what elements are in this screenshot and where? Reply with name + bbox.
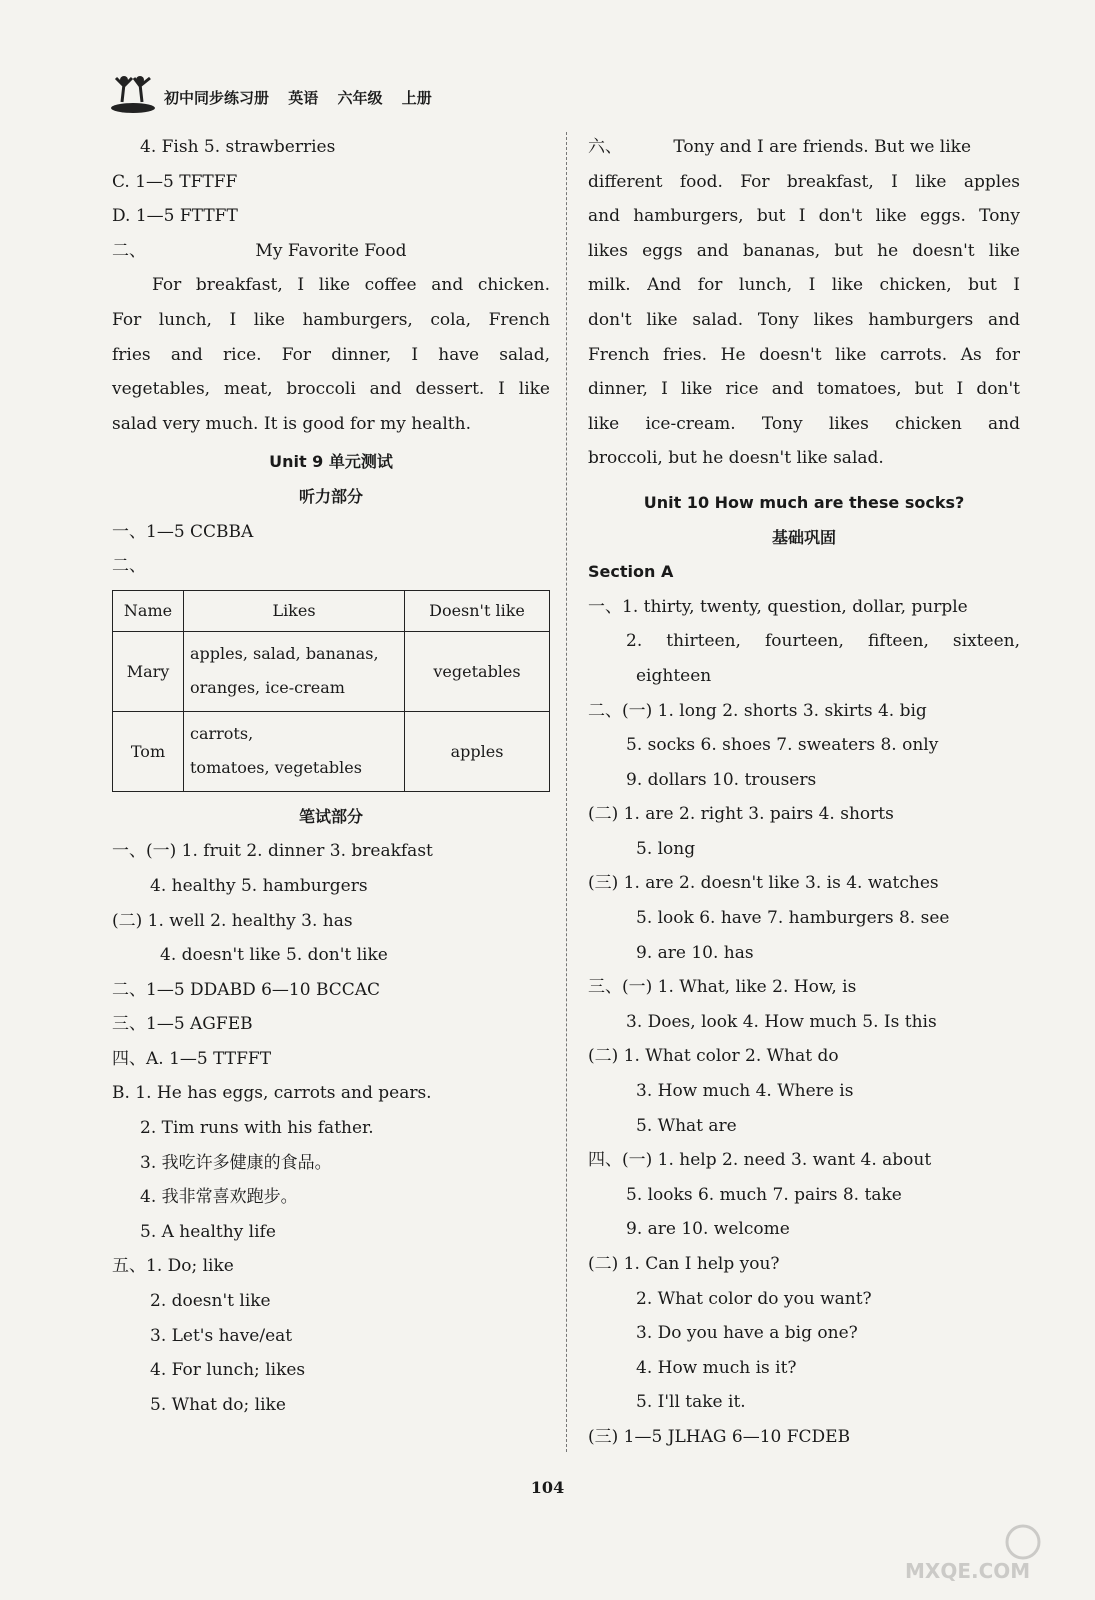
answer-line: 9. are 10. has	[636, 942, 754, 963]
essay-line: For lunch, I like hamburgers, cola, French	[112, 309, 550, 330]
answer-line: 一、1. thirty, twenty, question, dollar, purple	[588, 596, 968, 617]
answer-line: 9. dollars 10. trousers	[626, 769, 817, 790]
page-number: 104	[530, 1478, 565, 1497]
watermark-text: MXQE.COM	[905, 1559, 1031, 1582]
volume: 上册	[401, 89, 432, 107]
answer-line: B. 1. He has eggs, carrots and pears.	[112, 1083, 432, 1104]
passage-line: and hamburgers, but I don't like eggs. Tony	[588, 206, 1020, 227]
listening-heading: 听力部分	[298, 486, 363, 506]
answer-line: (三) 1—5 JLHAG 6—10 FCDEB	[588, 1426, 851, 1447]
answer-line: 二、1—5 DDABD 6—10 BCCAC	[112, 979, 381, 1000]
passage-line: don't like salad. Tony likes hamburgers and	[588, 309, 1020, 330]
answer-line: 5. What do; like	[150, 1394, 286, 1415]
essay-line: fries and rice. For dinner, I have salad,	[112, 344, 550, 365]
passage-line	[588, 130, 1020, 165]
essay-title: My Favorite Food	[255, 240, 407, 261]
answer-line: 4. For lunch; likes	[150, 1360, 306, 1381]
answer-line: 2. thirteen, fourteen, fifteen, sixteen,	[626, 631, 1020, 652]
answer-line: 2. What color do you want?	[636, 1288, 872, 1309]
answer-line: 5. look 6. have 7. hamburgers 8. see	[636, 908, 950, 929]
answer-line: (三) 1. are 2. doesn't like 3. is 4. watches	[588, 873, 939, 894]
table-row	[113, 711, 550, 791]
page-header	[110, 68, 446, 114]
answer-line: 3. 我吃许多健康的食品。	[140, 1152, 332, 1173]
answer-line: 五、1. Do; like	[112, 1256, 234, 1277]
section-number: 六、	[588, 137, 622, 157]
likes-line: tomatoes, vegetables	[190, 758, 362, 778]
answer-line: 三、1—5 AGFEB	[112, 1014, 253, 1035]
answer-line: 5. I'll take it.	[636, 1392, 746, 1413]
table-row	[113, 631, 550, 711]
table-header: Likes	[184, 590, 405, 631]
answer-line: 4. Fish 5. strawberries	[140, 137, 336, 157]
answer-line: D. 1—5 FTTFT	[112, 206, 238, 227]
answer-line: (二) 1. Can I help you?	[588, 1254, 780, 1274]
book-logo-icon	[110, 70, 156, 114]
section-a-heading: Section A	[588, 562, 674, 582]
answer-line: (二) 1. well 2. healthy 3. has	[112, 910, 353, 931]
answer-line: 9. are 10. welcome	[626, 1219, 790, 1240]
passage-line: French fries. He doesn't like carrots. As for	[588, 344, 1020, 365]
passage-text: Tony and I are friends. But we like	[673, 137, 972, 157]
passage-line: milk. And for lunch, I like chicken, but I	[588, 275, 1020, 296]
written-heading: 笔试部分	[298, 806, 363, 826]
answer-line: 3. Do you have a big one?	[636, 1323, 858, 1344]
answer-line: 5. A healthy life	[140, 1221, 276, 1242]
column-divider	[566, 132, 567, 1452]
answer-line: 三、(一) 1. What, like 2. How, is	[588, 977, 857, 998]
answer-line: (二) 1. What color 2. What do	[588, 1046, 839, 1067]
essay-line: For breakfast, I like coffee and chicken.	[152, 275, 550, 296]
answer-line: 4. healthy 5. hamburgers	[150, 875, 368, 896]
answer-line: 3. How much 4. Where is	[636, 1081, 854, 1102]
answer-line: 4. doesn't like 5. don't like	[160, 945, 388, 966]
grade: 六年级	[337, 89, 383, 107]
passage-line: likes eggs and bananas, but he doesn't like	[588, 240, 1020, 261]
book-title: 初中同步练习册	[164, 89, 270, 107]
right-column	[588, 130, 1020, 1455]
answer-line: 4. 我非常喜欢跑步。	[140, 1187, 298, 1208]
answer-line: 3. Does, look 4. How much 5. Is this	[626, 1011, 937, 1032]
table-cell: apples	[405, 711, 550, 791]
unit-10-title: Unit 10 How much are these socks?	[643, 492, 965, 512]
answer-line: 5. looks 6. much 7. pairs 8. take	[626, 1184, 902, 1205]
unit-9-title: Unit 9 单元测试	[269, 452, 393, 472]
answer-line: 四、(一) 1. help 2. need 3. want 4. about	[588, 1150, 932, 1171]
essay-line: salad very much. It is good for my health.	[112, 413, 471, 434]
answer-line: C. 1—5 TFTFF	[112, 171, 238, 192]
passage-line: broccoli, but he doesn't like salad.	[588, 448, 884, 469]
answer-line: 四、A. 1—5 TTFFT	[112, 1048, 272, 1069]
table-cell: Mary	[113, 631, 184, 711]
answer-line: 4. How much is it?	[636, 1357, 797, 1378]
passage-line: different food. For breakfast, I like apples	[588, 171, 1020, 192]
passage-line: dinner, I like rice and tomatoes, but I don't	[588, 379, 1020, 400]
table-cell: vegetables	[405, 631, 550, 711]
answer-line: 一、(一) 1. fruit 2. dinner 3. breakfast	[112, 841, 433, 862]
answer-line: eighteen	[636, 665, 712, 686]
left-column	[112, 130, 550, 1422]
subject: 英语	[288, 89, 319, 107]
answer-line: 一、1—5 CCBBA	[112, 521, 254, 542]
answer-line: 二、	[112, 556, 146, 577]
likes-line: oranges, ice-cream	[190, 678, 345, 698]
table-cell	[184, 711, 405, 791]
likes-line: carrots,	[190, 724, 254, 744]
table-cell	[184, 631, 405, 711]
answer-line: 二、(一) 1. long 2. shorts 3. skirts 4. big	[588, 700, 927, 721]
section-number: 二、	[112, 240, 146, 261]
likes-line: apples, salad, bananas,	[190, 644, 379, 664]
table-cell: Tom	[113, 711, 184, 791]
answer-line: 5. What are	[636, 1115, 737, 1136]
watermark-logo	[905, 1522, 1055, 1582]
table-header: Doesn't like	[405, 590, 550, 631]
essay-line: vegetables, meat, broccoli and dessert. I like	[112, 379, 550, 400]
answer-line: 3. Let's have/eat	[150, 1325, 293, 1346]
table-header: Name	[113, 590, 184, 631]
basic-heading: 基础巩固	[771, 527, 836, 547]
answer-line: 5. long	[636, 838, 696, 859]
passage-line: like ice-cream. Tony likes chicken and	[588, 413, 1020, 434]
answer-line: (二) 1. are 2. right 3. pairs 4. shorts	[588, 804, 894, 825]
answer-line: 2. doesn't like	[150, 1291, 271, 1312]
likes-table	[112, 590, 550, 792]
answer-line: 5. socks 6. shoes 7. sweaters 8. only	[626, 735, 939, 756]
answer-line: 2. Tim runs with his father.	[140, 1118, 374, 1139]
essay-heading	[112, 234, 550, 269]
